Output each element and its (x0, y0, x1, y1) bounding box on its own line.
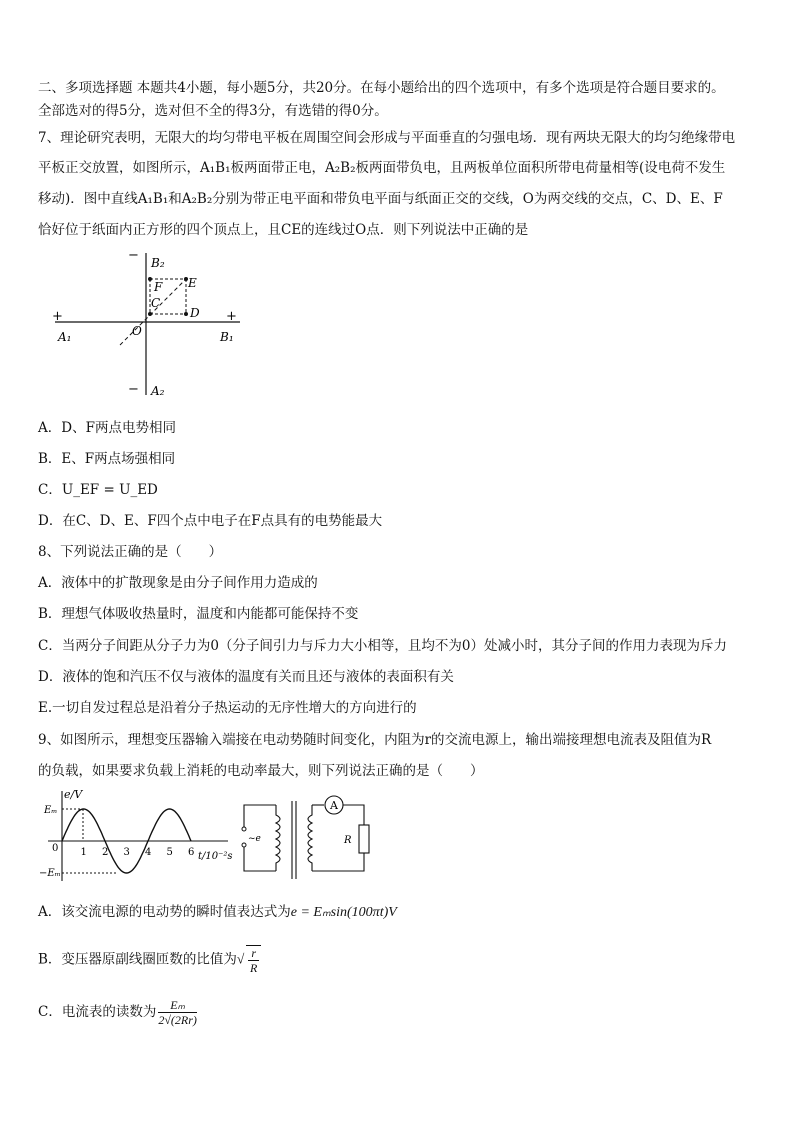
plus-right-label: + (226, 309, 237, 324)
section-heading-2: 全部选对的得5分，选对但不全的得3分，有选错的得0分。 (38, 103, 388, 119)
load-resistor (359, 825, 369, 853)
primary-coil (276, 805, 280, 871)
q9-option-b-num: r (248, 946, 259, 961)
q9-option-c-den: 2√(2Rr) (158, 1013, 197, 1027)
q9-stem-2: 的负载，如果要求负载上消耗的电动率最大，则下列说法正确的是（ ） (38, 763, 484, 779)
load-label: R (344, 835, 352, 846)
x-tick-label: 5 (166, 847, 173, 858)
f-label: F (154, 280, 163, 294)
secondary-wire-2 (343, 805, 364, 825)
q7-option-d: D．在C、D、E、F四个点中电子在F点具有的电势能最大 (38, 513, 383, 529)
secondary-coil (308, 805, 312, 871)
minus-top-label: − (128, 248, 139, 263)
q7-option-b: B．E、F两点场强相同 (38, 451, 176, 467)
secondary-wire-3 (312, 853, 364, 871)
b2-label: B₂ (151, 256, 165, 270)
q8-stem: 8、下列说法正确的是（ ） (38, 544, 223, 560)
x-tick-label: 2 (102, 847, 109, 858)
source-label: ~e (248, 834, 261, 844)
primary-wire-bottom (244, 847, 276, 871)
q9-option-c (38, 998, 197, 1027)
q7-option-c: C．U_EF = U_ED (38, 482, 158, 498)
point-c (148, 312, 152, 316)
a1-label: A₁ (58, 330, 72, 344)
q8-option-e: E.一切自发过程总是沿着分子热运动的无序性增大的方向进行的 (38, 700, 417, 716)
plus-left-label: + (52, 309, 63, 324)
q9-option-a (38, 900, 397, 921)
q9-option-b (38, 945, 261, 975)
point-d (184, 312, 188, 316)
origin-label: 0 (52, 843, 59, 854)
q9-circuit (236, 795, 376, 883)
q7-stem-4: 恰好位于纸面内正方形的四个顶点上，且CE的连线过O点．则下列说法中正确的是 (38, 222, 529, 238)
x-tick-label: 1 (80, 847, 87, 858)
tick-labels (81, 847, 195, 858)
q7-stem-1: 7、理论研究表明，无限大的均匀带电平板在周围空间会形成与平面垂直的匀强电场．现有两块无限大的均匀绝缘带电 (38, 130, 736, 146)
source-terminal-bottom (242, 843, 246, 847)
q9-stem-1: 9、如图所示，理想变压器输入端接在电动势随时间变化，内阻为r的交流电源上，输出端接理想电流表及阻值为R (38, 732, 712, 748)
source-terminal-top (242, 827, 246, 831)
point-f (148, 277, 152, 281)
q9-option-c-num: Eₘ (158, 998, 197, 1013)
q8-option-a: A．液体中的扩散现象是由分子间作用力造成的 (38, 575, 318, 591)
em-label: Eₘ (44, 805, 58, 816)
minus-bottom-label: − (128, 382, 139, 397)
section-heading-1: 二、多项选择题 本题共4小题，每小题5分，共20分。在每小题给出的四个选项中，有多个选项是符合题目要求的。 (38, 80, 725, 96)
d-label: D (190, 306, 200, 320)
q9-option-b-text: B．变压器原副线圈匝数的比值为 (38, 951, 237, 968)
x-tick-label: 4 (145, 847, 152, 858)
ce-line (120, 279, 186, 345)
e-label: E (188, 276, 197, 290)
a2-label: A₂ (151, 384, 165, 398)
q9-option-a-expr: e = Eₘsin(100πt)V (290, 905, 397, 920)
primary-wire-top (244, 805, 276, 827)
neg-em-label: −Eₘ (39, 868, 61, 879)
x-tick-label: 3 (123, 847, 130, 858)
c-label: C (151, 296, 161, 310)
q7-figure (40, 245, 255, 405)
q7-option-a: A．D、F两点电势相同 (38, 420, 176, 436)
y-axis-label: e/V (64, 788, 83, 801)
q9-emf-graph (38, 785, 238, 885)
q7-stem-2: 平板正交放置，如图所示，A₁B₁板两面带正电，A₂B₂板两面带负电，且两板单位面积所带电荷量相等(设电荷不发生 (38, 160, 726, 176)
x-axis-label: t/10⁻²s (198, 851, 233, 862)
q8-option-d: D．液体的饱和汽压不仅与液体的温度有关而且还与液体的表面积有关 (38, 669, 454, 685)
q9-option-a-text: A．该交流电源的电动势的瞬时值表达式为 (38, 904, 291, 920)
q9-option-c-text: C．电流表的读数为 (38, 1004, 157, 1020)
q7-stem-3: 移动)．图中直线A₁B₁和A₂B₂分别为带正电平面和带负电平面与纸面正交的交线，O为两交线的交点，C、D、E、F (38, 191, 723, 207)
q8-option-c: C．当两分子间距从分子力为0（分子间引力与斥力大小相等，且均不为0）处减小时，其分子间的作用力表现为斥力 (38, 638, 728, 654)
b1-label: B₁ (220, 330, 234, 344)
q9-option-c-fraction (158, 998, 197, 1027)
ammeter-label: A (330, 799, 338, 812)
q9-option-b-den: R (250, 961, 258, 975)
q9-option-b-fraction (246, 945, 261, 975)
q8-option-b: B．理想气体吸收热量时，温度和内能都可能保持不变 (38, 606, 359, 622)
x-tick-label: 6 (188, 847, 195, 858)
o-label: O (132, 324, 142, 338)
sqrt-icon: √ (236, 951, 245, 967)
